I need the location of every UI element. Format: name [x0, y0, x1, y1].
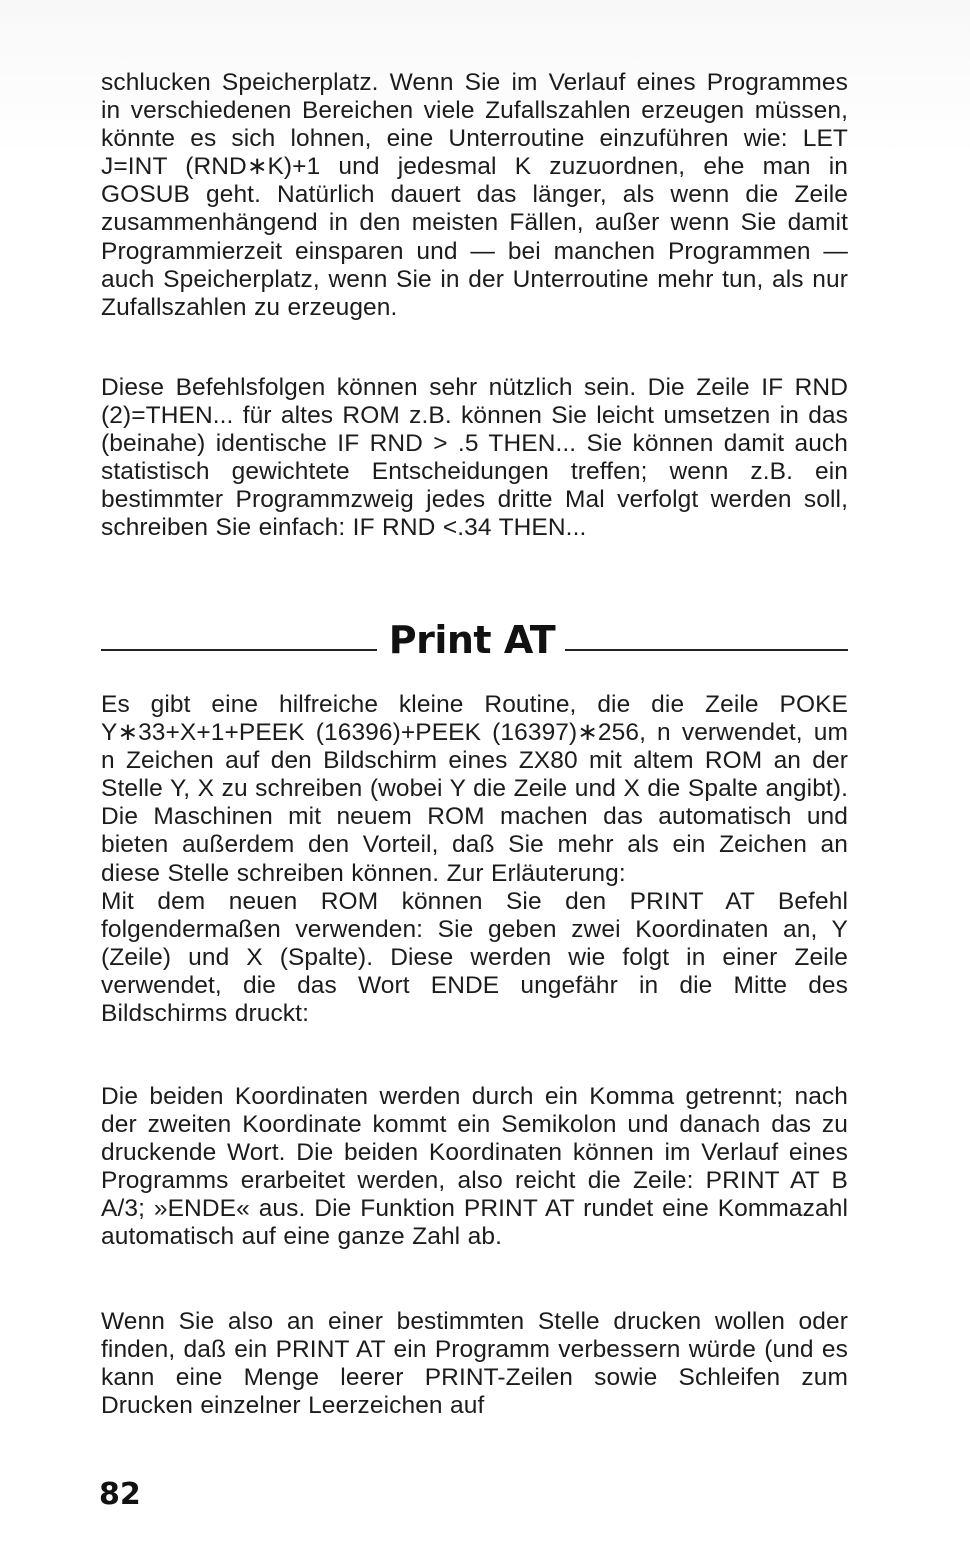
section-title: Print AT [388, 618, 556, 662]
heading-rule-left [101, 649, 377, 651]
paragraph-rnd-commands: Diese Befehlsfolgen können sehr nützlich sein. Die Zeile IF RND (2)=THEN... für altes ROM z.B. können Sie leicht umsetzen in das (beinahe) identische IF RND > .5 THEN... Sie können damit auch statistisch gewichtete Entscheidungen treffen; wenn z.B. ein bestimmter Programmzweig jedes dritte Mal verfolgt werden soll, schreiben Sie einfach: IF RND <.34 THEN... [101, 374, 848, 542]
paragraph-print-at-intro: Es gibt eine hilfreiche kleine Routine, die die Zeile POKE Y∗33+X+1+PEEK (16396)+PEEK (16397)∗256, n verwendet, um n Zeichen auf den Bildschirm eines ZX80 mit altem ROM an der Stelle Y, X zu schreiben (wobei Y die Zeile und X die Spalte angibt). Die Maschinen mit neuem ROM machen das automatisch und bieten außerdem den Vorteil, daß Sie mehr als ein Zeichen an diese Stelle schreiben können. Zur Erläuterung: Mit dem neuen ROM können Sie den PRINT AT Befehl folgendermaßen verwenden: Sie geben zwei Koordinaten an, Y (Zeile) und X (Spalte). Diese werden wie folgt in einer Zeile verwendet, die das Wort ENDE ungefähr in die Mitte des Bildschirms druckt: [101, 691, 848, 1028]
paragraph-print-at-usage: Wenn Sie also an einer bestimmten Stelle drucken wollen oder finden, daß ein PRINT AT ein Programm verbessern würde (und es kann eine Menge leerer PRINT-Zeilen sowie Schleifen zum Drucken einzelner Leerzeichen auf [101, 1308, 848, 1420]
page-number: 82 [99, 1477, 141, 1512]
paragraph-coordinates: Die beiden Koordinaten werden durch ein Komma getrennt; nach der zweiten Koordinate kommt ein Semikolon und danach das zu druckende Wort. Die beiden Koordinaten können im Verlauf eines Programms erarbeitet werden, also reicht die Zeile: PRINT AT B A/3; »ENDE« aus. Die Funktion PRINT AT rundet eine Kommazahl automatisch auf eine ganze Zahl ab. [101, 1083, 848, 1251]
section-heading [101, 618, 848, 666]
paragraph-random-subroutine: schlucken Speicherplatz. Wenn Sie im Verlauf eines Programmes in verschiedenen Bereichen viele Zufallszahlen erzeugen müssen, könnte es sich lohnen, eine Unterroutine einzuführen wie: LET J=INT (RND∗K)+1 und jedesmal K zuzuordnen, ehe man in GOSUB geht. Natürlich dauert das länger, als wenn die Zeile zusammenhängend in den meisten Fällen, außer wenn Sie damit Programmierzeit einsparen und — bei manchen Programmen — auch Speicherplatz, wenn Sie in der Unterroutine mehr tun, als nur Zufallszahlen zu erzeugen. [101, 69, 848, 321]
heading-rule-right [565, 649, 848, 651]
